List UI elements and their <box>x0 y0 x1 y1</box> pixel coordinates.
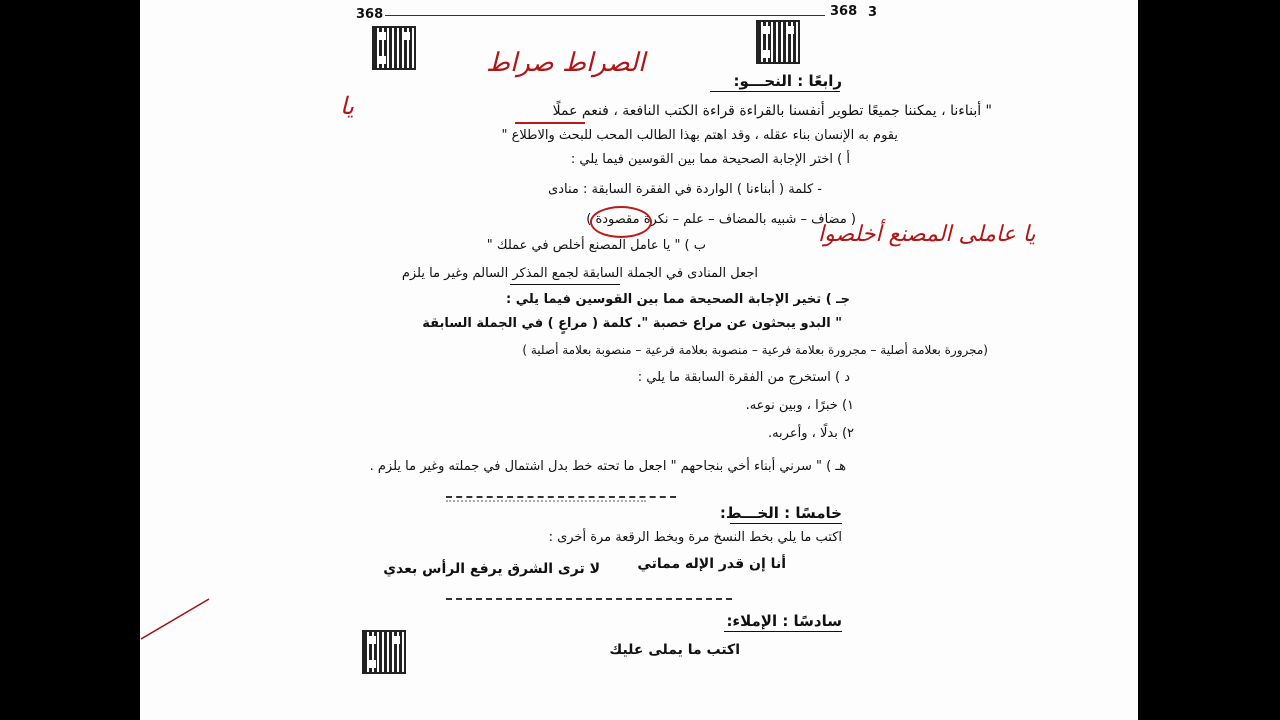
answer-line <box>446 496 676 498</box>
page-number-left: 368 <box>356 7 384 22</box>
faint-writing <box>446 500 646 502</box>
handwritten-side-note: يا عاملى المصنع أخلصوا <box>818 222 1036 247</box>
section-heading-dictation: سادسًا : الإملاء: <box>726 612 842 630</box>
heading-underline <box>724 631 842 632</box>
section-heading-handwriting: خامسًا : الخـــط: <box>719 504 842 522</box>
heading-underline <box>710 91 840 92</box>
qr-code-icon <box>756 20 800 64</box>
red-underline <box>515 122 585 124</box>
answer-line <box>446 598 732 600</box>
question-d-item-2: ٢) بدلًا ، وأعربه. <box>767 426 854 441</box>
question-c-options: (مجرورة بعلامة أصلية – مجرورة بعلامة فرعية – منصوبة بعلامة فرعية – منصوبة بعلامة أصلية ) <box>522 343 988 357</box>
page-number-right: 368 <box>830 4 858 19</box>
dictation-instruction: اكتب ما يملى عليك <box>609 642 740 658</box>
question-b-instruction: اجعل المنادى في الجملة السابقة لجمع المذكر السالم وغير ما يلزم <box>401 266 758 281</box>
qr-code-icon <box>362 630 406 674</box>
section-heading-grammar: رابعًا : النحـــو: <box>733 72 842 90</box>
handwriting-instruction: اكتب ما يلي بخط النسخ مرة وبخط الرقعة مرة أخرى : <box>548 530 842 545</box>
question-a-options: ( مضاف – شبيه بالمضاف – علم – نكرة مقصودة ) <box>586 212 856 227</box>
paragraph-line: يقوم به الإنسان بناء عقله ، وقد اهتم بهذا الطالب المحب للبحث والاطلاع " <box>501 128 898 143</box>
verse-left: لا ترى الشرق يرفع الرأس بعدي <box>383 561 600 577</box>
header-rule <box>385 15 825 16</box>
question-b: ب ) " يا عامل المصنع أخلص في عملك " <box>486 238 706 253</box>
handwritten-margin-mark: يا <box>340 92 354 120</box>
handwritten-title: الصراط صراط <box>486 48 646 78</box>
heading-underline <box>730 523 842 524</box>
question-e: هـ ) " سرني أبناء أخي بنجاحهم " اجعل ما تحته خط بدل اشتمال في جملته وغير ما يلزم . <box>369 459 846 474</box>
question-d-item-1: ١) خبرًا ، وبين نوعه. <box>745 398 854 413</box>
pen-stroke <box>135 595 215 645</box>
paragraph-line: " أبناءنا ، يمكننا جميعًا تطوير أنفسنا بالقراءة قراءة الكتب النافعة ، فنعم عملًا <box>552 103 992 119</box>
page-marker: 3 <box>868 5 878 20</box>
question-c-sentence: " البدو يبحثون عن مراع خصبة ". كلمة ( مراعٍ ) في الجملة السابقة <box>422 316 842 331</box>
verse-right: أنا إن قدر الإله مماتي <box>637 556 786 572</box>
question-d: د ) استخرج من الفقرة السابقة ما يلي : <box>637 370 850 385</box>
question-a-item: - كلمة ( أبناءنا ) الواردة في الفقرة السابقة : منادى <box>548 182 822 197</box>
underline <box>510 284 620 285</box>
question-a: أ ) اختر الإجابة الصحيحة مما بين القوسين فيما يلي : <box>570 152 850 167</box>
exam-page <box>140 0 1138 720</box>
circle-mark <box>590 206 652 238</box>
question-c: جـ ) تخير الإجابة الصحيحة مما بين القوسين فيما يلي : <box>505 292 850 307</box>
qr-code-icon <box>372 26 416 70</box>
